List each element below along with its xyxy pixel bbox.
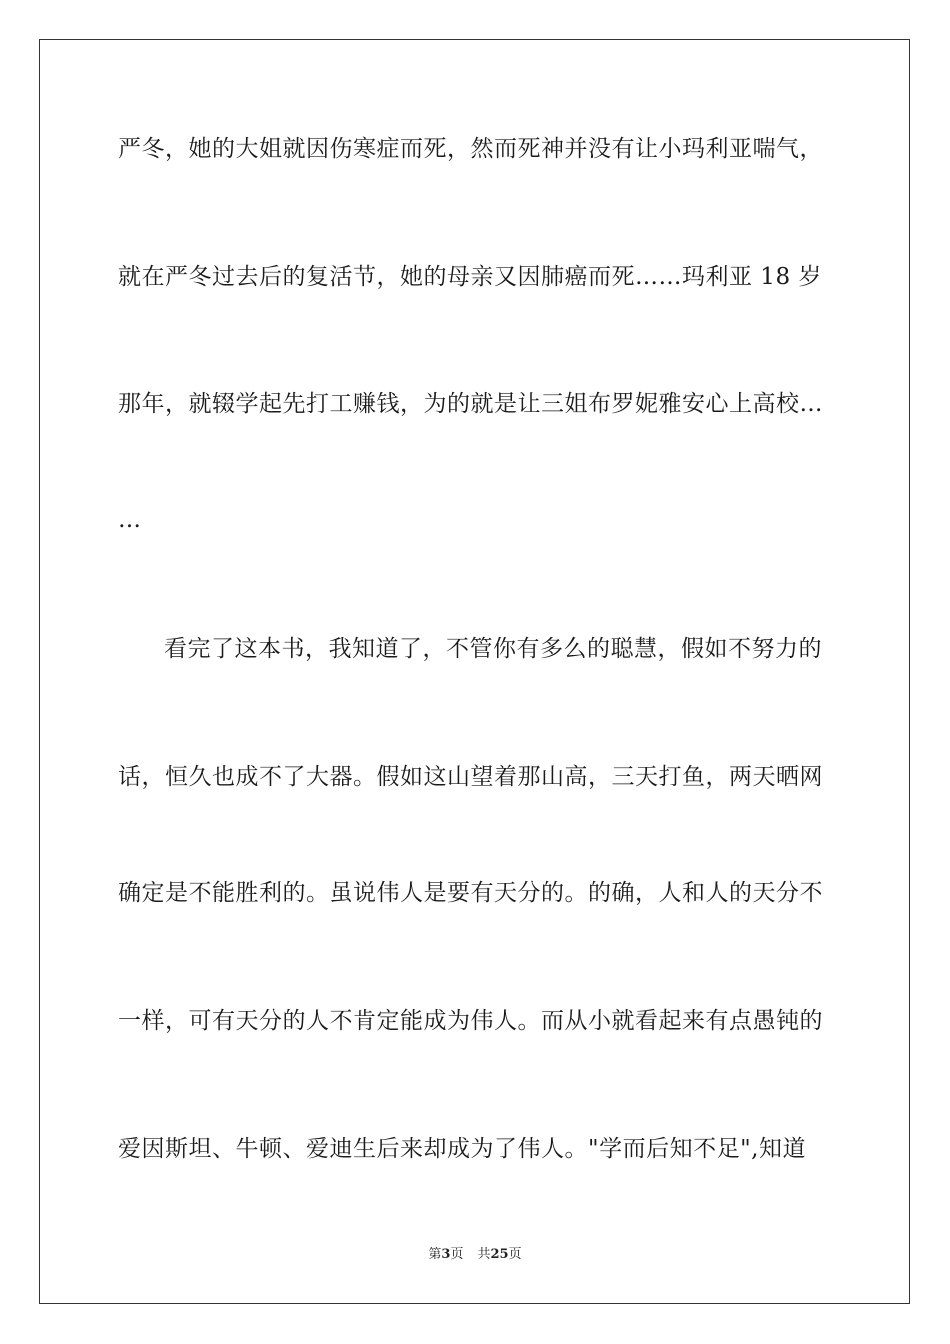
text-line-1: 严冬，她的大姐就因伤寒症而死，然而死神并没有让小玛利亚喘气， xyxy=(118,136,823,162)
text-line-5: 看完了这本书，我知道了，不管你有多么的聪慧，假如不努力的 xyxy=(164,636,822,662)
total-pages: 25 xyxy=(490,1247,509,1262)
page-number: 3 xyxy=(441,1247,451,1262)
text-line-2: 就在严冬过去后的复活节，她的母亲又因肺癌而死……玛利亚 18 岁 xyxy=(118,264,822,290)
text-line-7: 确定是不能胜利的。虽说伟人是要有天分的。的确，人和人的天分不 xyxy=(118,880,823,906)
page-suffix: 页 xyxy=(450,1247,464,1262)
text-line-8: 一样，可有天分的人不肯定能成为伟人。而从小就看起来有点愚钝的 xyxy=(118,1008,823,1034)
text-line-4: … xyxy=(118,507,142,533)
text-line-6: 话，恒久也成不了大器。假如这山望着那山高，三天打鱼，两天晒网 xyxy=(118,764,823,790)
total-suffix: 页 xyxy=(508,1247,522,1262)
page-border xyxy=(39,39,910,1304)
text-line-9: 爱因斯坦、牛顿、爱迪生后来却成为了伟人。"学而后知不足",知道 xyxy=(118,1136,806,1162)
page-footer xyxy=(0,1247,950,1263)
total-prefix: 共 xyxy=(477,1247,491,1262)
page-prefix: 第 xyxy=(428,1247,442,1262)
text-line-3: 那年，就辍学起先打工赚钱，为的就是让三姐布罗妮雅安心上高校… xyxy=(118,391,823,417)
